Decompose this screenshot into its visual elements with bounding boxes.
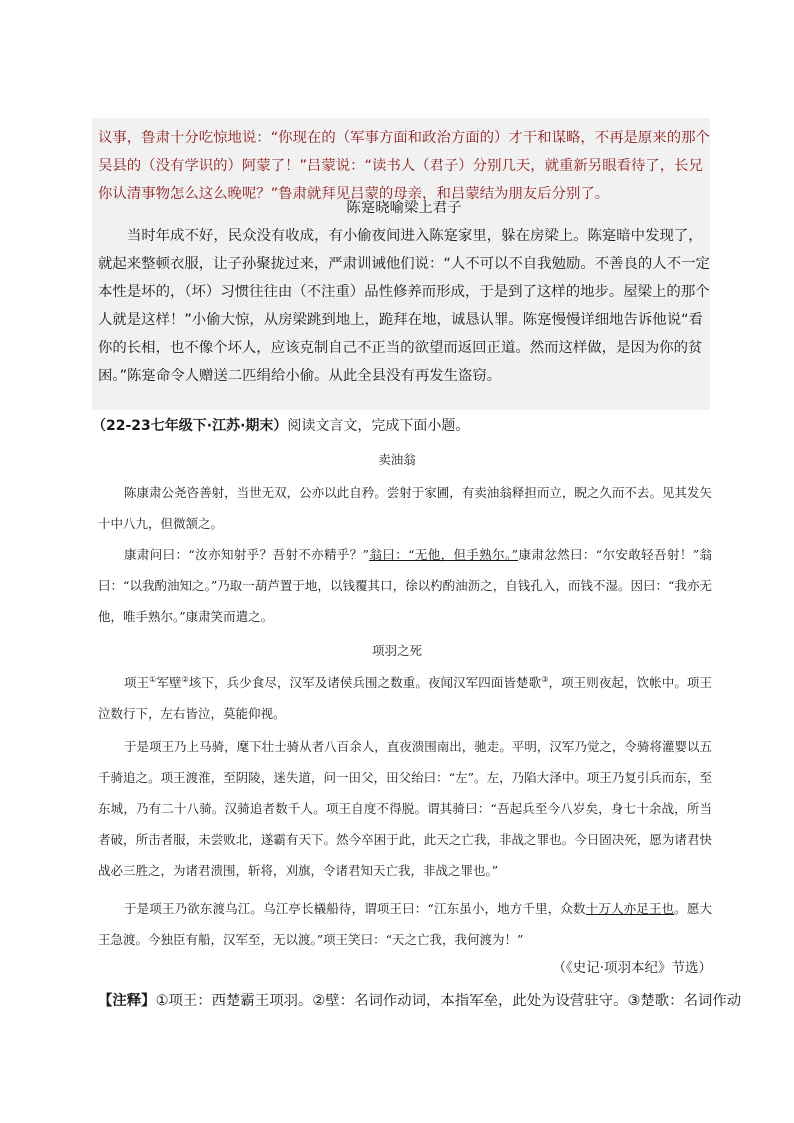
footnote-ref-3: ③ — [541, 674, 549, 684]
underlined-sentence-2: 十万人亦足王也 — [585, 901, 675, 916]
annotation-text: ①项王：西楚霸王项羽。②壁：名词作动词，本指军垒，此处为设营驻守。③楚歌：名词作动 — [155, 993, 742, 1009]
translation-para-chen-shi: 当时年成不好，民众没有收成，有小偷夜间进入陈寔家里，躲在房梁上。陈寔暗中发现了，就起来整顿衣服，让子孙聚拢过来，严肃训诫他们说：“人不可以不自我勉励。不善良的人不一定本性是坏的，（坏）习惯往往由（不注重）品性修养而形成，于是到了这样的地步。屋梁上的那个人就是这样！”小偷大惊，从房梁跳到地上，跪拜在地，诚恳认罪。陈寔慢慢详细地告诉他说“看你的长相，也不像个坏人，应该克制自己不正当的欲望而返回正道。然而这样做，是因为你的贫困。”陈寔命令人赠送二匹绢给小偷。从此全县没有再发生盗窃。 — [98, 228, 710, 384]
text2-p1-d: ，项王则夜起，饮帐中。项王泣数行下，左右皆泣，莫能仰视。 — [98, 675, 712, 721]
annotation-note — [98, 988, 742, 1014]
text2-para-2: 于是项王乃上马骑，麾下壮士骑从者八百余人，直夜溃围南出，驰走。平明，汉军乃觉之，令骑将灌婴以五千骑追之。项王渡淮，至阴陵，迷失道，问一田父，田父绐曰：“左”。左，乃陷大泽中。项王乃复引兵而东，至东城，乃有二十八骑。汉骑追者数千人。项王自度不得脱。谓其骑曰：“吾起兵至今八岁矣，身七十余战，所当者破，所击者服，未尝败北，遂霸有天下。然今卒困于此，此天之亡我，非战之罪也。今日固决死，愿为诸君快战必三胜之，为诸君溃围，斩将，刈旗，令诸君知天亡我，非战之罪也。” — [98, 739, 712, 878]
text1-para-1: 陈康肃公尧咨善射，当世无双，公亦以此自矜。尝射于家圃，有卖油翁释担而立，睨之久而不去。见其发矢十中八九，但微颔之。 — [98, 485, 712, 531]
text2-source-credit: （《史记·项羽本纪》节选） — [552, 960, 712, 976]
translation-para-lu-meng: 议事，鲁肃十分吃惊地说：“你现在的（军事方面和政治方面的）才干和谋略，不再是原来的那个吴县的（没有学识的）阿蒙了！”吕蒙说：“读书人（君子）分别几天，就重新另眼看待了，长兄你认清事物怎么这么晚呢？”鲁肃就拜见吕蒙的母亲，和吕蒙结为朋友后分别了。 — [98, 130, 710, 202]
text1-para-2-a: 康肃问曰：“汝亦知射乎？吾射不亦精乎？” — [124, 547, 370, 562]
translation-heading: 陈寔晓喻梁上君子 — [346, 200, 462, 216]
annotation-label: 【注释】 — [98, 993, 156, 1009]
text2-p3-b: 。愿大王急渡。今独臣有船，汉军至，无以渡。”项王笑曰：“天之亡我，我何渡为！” — [98, 901, 712, 947]
text2-para-1 — [98, 667, 712, 729]
text2-title: 项羽之死 — [371, 643, 422, 658]
text2-para-3 — [98, 893, 712, 955]
text1-para-2-b: 康肃忿然曰：“尔安敢轻吾射！”翁曰：“以我酌油知之。”乃取一葫芦置于地，以钱覆其口，徐以杓酌油沥之，自钱孔入，而钱不湿。因曰：“我亦无他，唯手熟尔。”康肃笑而遣之。 — [98, 547, 712, 624]
question-instruction: 阅读文言文，完成下面小题。 — [287, 418, 470, 434]
footnote-ref-2: ② — [181, 674, 189, 684]
text1-title: 卖油翁 — [378, 452, 416, 467]
source-tag: （22-23七年级下·江苏·期末） — [92, 418, 288, 434]
text2-p1-b: 军壁 — [156, 675, 182, 690]
footnote-ref-1: ① — [149, 674, 157, 684]
text2-p3-a: 于是项王乃欲东渡乌江。乌江亭长檥船待，谓项王曰：“江东虽小，地方千里，众数 — [124, 901, 586, 916]
text1-para-2 — [98, 539, 712, 632]
question-source — [92, 414, 712, 438]
underlined-sentence-1: 翁曰：“无他，但手熟尔。” — [369, 547, 519, 562]
text2-p1-c: 垓下，兵少食尽，汉军及诸侯兵围之数重。夜闻汉军四面皆楚歌 — [188, 675, 542, 690]
text2-p1-a: 项王 — [124, 675, 150, 690]
